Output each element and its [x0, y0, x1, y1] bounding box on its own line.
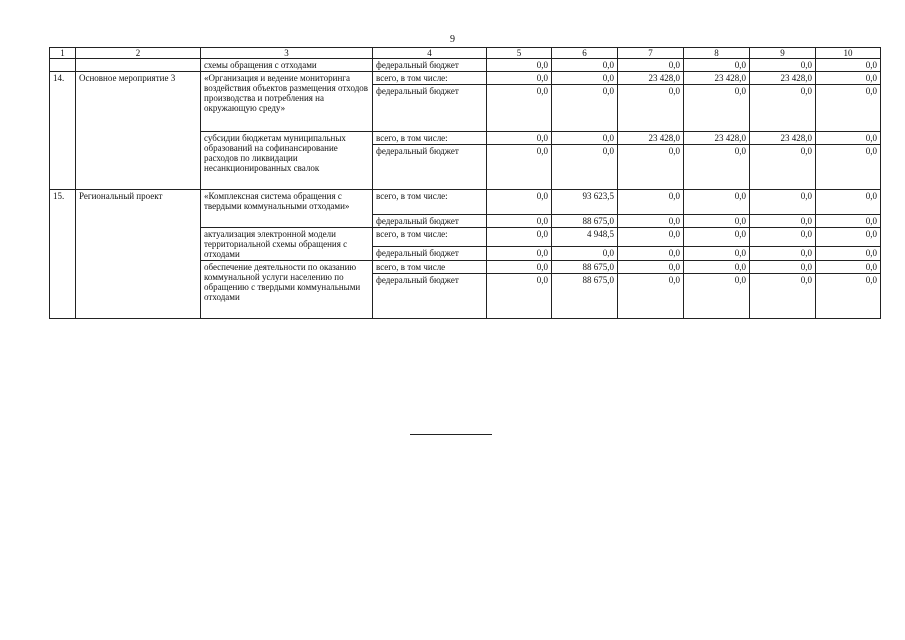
table-cell: 93 623,5 [552, 190, 618, 215]
table-cell: 0,0 [552, 59, 618, 72]
table-cell: 23 428,0 [750, 72, 816, 85]
column-header: 10 [816, 48, 881, 59]
table-cell: 0,0 [816, 274, 881, 319]
table-cell: всего, в том числе: [373, 228, 487, 247]
table-cell: 0,0 [750, 145, 816, 190]
table-cell: 23 428,0 [684, 72, 750, 85]
table-cell: 0,0 [816, 228, 881, 247]
table-cell: 0,0 [552, 85, 618, 132]
table-cell: Основное мероприятие 3 [76, 72, 201, 190]
table-cell: 0,0 [552, 145, 618, 190]
table-cell: 0,0 [816, 247, 881, 261]
table-cell: 88 675,0 [552, 274, 618, 319]
table-cell: всего, в том числе: [373, 190, 487, 215]
table-cell: 0,0 [816, 190, 881, 215]
table-cell: 0,0 [487, 274, 552, 319]
table-cell: 88 675,0 [552, 215, 618, 228]
table-cell: 0,0 [816, 132, 881, 145]
table-cell: обеспечение деятельности по оказанию коммунальной услуги населению по обращению с твердыми коммунальными отходами [201, 261, 373, 319]
table-cell: всего, в том числе: [373, 132, 487, 145]
table-cell: 0,0 [618, 274, 684, 319]
column-header: 2 [76, 48, 201, 59]
table-cell: федеральный бюджет [373, 215, 487, 228]
table-cell: федеральный бюджет [373, 247, 487, 261]
table-cell: 0,0 [487, 190, 552, 215]
table-cell: 0,0 [816, 261, 881, 274]
table-cell: 0,0 [618, 190, 684, 215]
table-cell: 23 428,0 [618, 132, 684, 145]
table-cell: 0,0 [684, 261, 750, 274]
table-cell [76, 59, 201, 72]
table-cell: федеральный бюджет [373, 85, 487, 132]
table-cell: 0,0 [684, 59, 750, 72]
table-cell: 23 428,0 [618, 72, 684, 85]
table-cell: 0,0 [618, 145, 684, 190]
table-cell: 0,0 [816, 215, 881, 228]
table-cell: схемы обращения с отходами [201, 59, 373, 72]
table-cell: 0,0 [618, 228, 684, 247]
table-cell: 0,0 [750, 215, 816, 228]
table-cell: 0,0 [487, 261, 552, 274]
table-cell: федеральный бюджет [373, 274, 487, 319]
column-header: 9 [750, 48, 816, 59]
table-row [50, 190, 881, 215]
budget-table [49, 47, 881, 319]
table-cell: 0,0 [816, 145, 881, 190]
table-cell: «Организация и ведение мониторинга воздействия объектов размещения отходов производства и потребления на окружающую среду» [201, 72, 373, 132]
table-cell: 0,0 [684, 215, 750, 228]
table-header-row [50, 48, 881, 59]
table-cell: 0,0 [750, 59, 816, 72]
page-number: 9 [450, 34, 455, 45]
table-row [50, 72, 881, 85]
table-cell: 0,0 [684, 247, 750, 261]
table-cell: «Комплексная система обращения с твердыми коммунальными отходами» [201, 190, 373, 228]
table-cell: 0,0 [487, 145, 552, 190]
table-cell: 0,0 [684, 190, 750, 215]
table-cell: 0,0 [618, 261, 684, 274]
table-cell: 0,0 [750, 85, 816, 132]
table-cell: Региональный проект [76, 190, 201, 319]
table-cell: 4 948,5 [552, 228, 618, 247]
table-cell: 15. [50, 190, 76, 319]
table-cell: 0,0 [750, 190, 816, 215]
column-header: 6 [552, 48, 618, 59]
table-cell: 0,0 [816, 85, 881, 132]
table-cell: 0,0 [684, 145, 750, 190]
table-cell: 0,0 [684, 85, 750, 132]
table-cell: 0,0 [750, 228, 816, 247]
table-cell: 0,0 [816, 59, 881, 72]
column-header: 3 [201, 48, 373, 59]
end-divider-line [410, 434, 492, 435]
table-cell: всего, в том числе [373, 261, 487, 274]
column-header: 1 [50, 48, 76, 59]
table-cell: 0,0 [618, 59, 684, 72]
table-cell: субсидии бюджетам муниципальных образований на софинансирование расходов по ликвидации несанкционированных свалок [201, 132, 373, 190]
table-cell: 0,0 [487, 228, 552, 247]
table-cell: 0,0 [750, 261, 816, 274]
column-header: 8 [684, 48, 750, 59]
table-cell: 0,0 [684, 228, 750, 247]
table-cell: 0,0 [487, 132, 552, 145]
table-cell: всего, в том числе: [373, 72, 487, 85]
table-cell: 0,0 [750, 247, 816, 261]
table-body [50, 59, 881, 319]
table-row [50, 59, 881, 72]
table-cell: 0,0 [552, 132, 618, 145]
table-cell: 14. [50, 72, 76, 190]
table-cell: 23 428,0 [684, 132, 750, 145]
table-cell: 0,0 [487, 59, 552, 72]
table-cell: федеральный бюджет [373, 145, 487, 190]
column-header: 4 [373, 48, 487, 59]
table-cell: 0,0 [618, 247, 684, 261]
table-cell: 0,0 [552, 72, 618, 85]
table-cell: 0,0 [750, 274, 816, 319]
table-cell: 0,0 [487, 85, 552, 132]
table-cell: 23 428,0 [750, 132, 816, 145]
column-header: 7 [618, 48, 684, 59]
table-cell: 0,0 [487, 247, 552, 261]
table-cell: актуализация электронной модели территориальной схемы обращения с отходами [201, 228, 373, 261]
table-cell: 0,0 [618, 85, 684, 132]
table-cell: 88 675,0 [552, 261, 618, 274]
table-cell: 0,0 [487, 215, 552, 228]
table-cell: федеральный бюджет [373, 59, 487, 72]
table-cell: 0,0 [487, 72, 552, 85]
table-cell: 0,0 [684, 274, 750, 319]
table-cell: 0,0 [618, 215, 684, 228]
table-cell: 0,0 [552, 247, 618, 261]
column-header: 5 [487, 48, 552, 59]
table-cell: 0,0 [816, 72, 881, 85]
table-cell [50, 59, 76, 72]
